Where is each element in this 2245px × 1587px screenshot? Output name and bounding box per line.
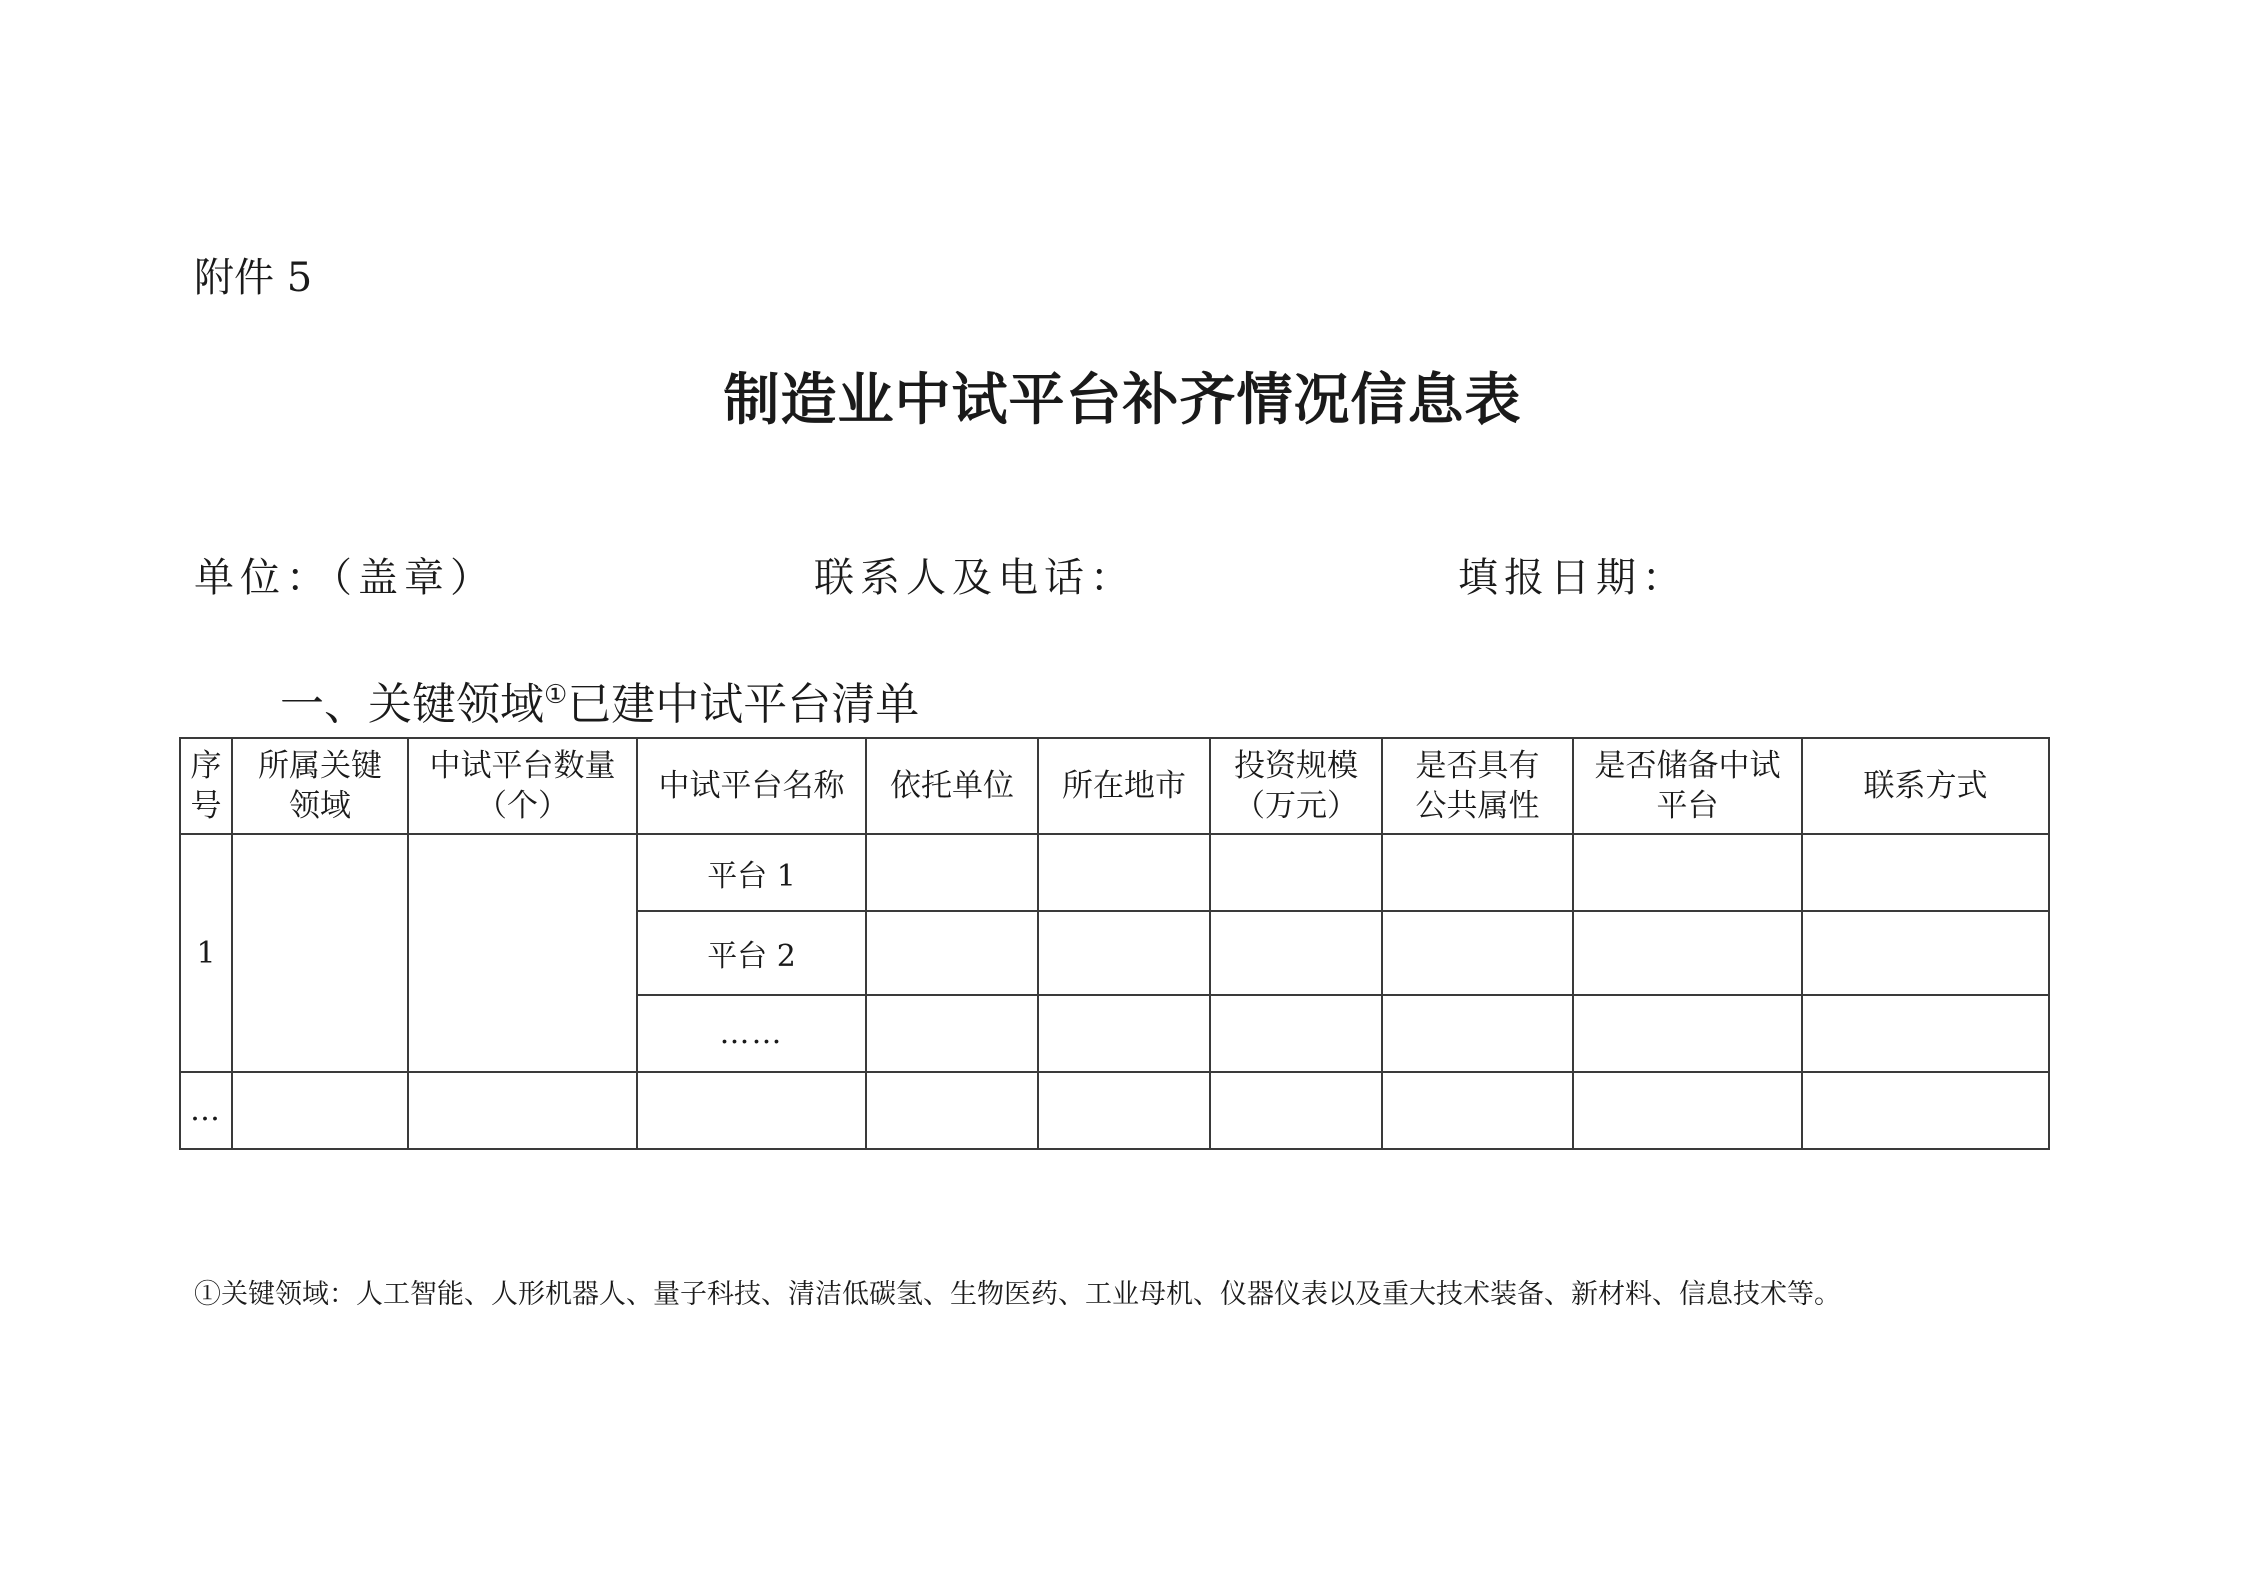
row-number-cell: 1 bbox=[180, 834, 232, 1072]
contact-cell[interactable] bbox=[1802, 911, 2049, 995]
platform-name-cell: …… bbox=[637, 995, 866, 1072]
platform-name-cell[interactable] bbox=[637, 1072, 866, 1149]
table-row bbox=[180, 1072, 2049, 1149]
continuation-cell: … bbox=[180, 1072, 232, 1149]
section-title-pre: 一、关键领域 bbox=[280, 679, 544, 730]
host-unit-cell[interactable] bbox=[866, 911, 1038, 995]
unit-field: 单位：（盖章） bbox=[194, 555, 496, 601]
table-row bbox=[180, 834, 2049, 911]
contact-field: 联系人及电话： bbox=[814, 555, 1136, 601]
header-contact: 联系方式 bbox=[1802, 738, 2049, 834]
city-cell[interactable] bbox=[1038, 1072, 1210, 1149]
header-seq: 序 号 bbox=[180, 738, 232, 834]
header-city: 所在地市 bbox=[1038, 738, 1210, 834]
header-investment: 投资规模 （万元） bbox=[1210, 738, 1382, 834]
reserve-cell[interactable] bbox=[1573, 834, 1802, 911]
host-unit-cell[interactable] bbox=[866, 995, 1038, 1072]
investment-cell[interactable] bbox=[1210, 995, 1382, 1072]
contact-cell[interactable] bbox=[1802, 834, 2049, 911]
city-cell[interactable] bbox=[1038, 911, 1210, 995]
reserve-cell[interactable] bbox=[1573, 911, 1802, 995]
header-platform-count: 中试平台数量 （个） bbox=[408, 738, 637, 834]
host-unit-cell[interactable] bbox=[866, 1072, 1038, 1149]
footnote-marker: ① bbox=[544, 680, 568, 710]
header-host-unit: 依托单位 bbox=[866, 738, 1038, 834]
platform-table bbox=[179, 737, 2050, 1150]
date-field: 填报日期： bbox=[1458, 555, 1688, 601]
header-platform-name: 中试平台名称 bbox=[637, 738, 866, 834]
section-title bbox=[280, 679, 920, 730]
key-field-cell[interactable] bbox=[232, 1072, 408, 1149]
city-cell[interactable] bbox=[1038, 834, 1210, 911]
attachment-label: 附件 5 bbox=[194, 255, 313, 301]
footnote: ①关键领域：人工智能、人形机器人、量子科技、清洁低碳氢、生物医药、工业母机、仪器仪表以及重大技术装备、新材料、信息技术等。 bbox=[194, 1279, 1841, 1310]
reserve-cell[interactable] bbox=[1573, 995, 1802, 1072]
header-public: 是否具有 公共属性 bbox=[1382, 738, 1573, 834]
platform-count-cell[interactable] bbox=[408, 1072, 637, 1149]
reserve-cell[interactable] bbox=[1573, 1072, 1802, 1149]
section-title-post: 已建中试平台清单 bbox=[567, 679, 920, 730]
contact-cell[interactable] bbox=[1802, 1072, 2049, 1149]
page-title: 制造业中试平台补齐情况信息表 bbox=[723, 367, 1522, 433]
city-cell[interactable] bbox=[1038, 995, 1210, 1072]
contact-cell[interactable] bbox=[1802, 995, 2049, 1072]
public-cell[interactable] bbox=[1382, 834, 1573, 911]
public-cell[interactable] bbox=[1382, 1072, 1573, 1149]
header-reserve: 是否储备中试 平台 bbox=[1573, 738, 1802, 834]
platform-name-cell: 平台 2 bbox=[637, 911, 866, 995]
host-unit-cell[interactable] bbox=[866, 834, 1038, 911]
investment-cell[interactable] bbox=[1210, 1072, 1382, 1149]
public-cell[interactable] bbox=[1382, 995, 1573, 1072]
platform-name-cell: 平台 1 bbox=[637, 834, 866, 911]
table-header-row bbox=[180, 738, 2049, 834]
public-cell[interactable] bbox=[1382, 911, 1573, 995]
header-key-field: 所属关键 领域 bbox=[232, 738, 408, 834]
key-field-cell[interactable] bbox=[232, 834, 408, 1072]
investment-cell[interactable] bbox=[1210, 834, 1382, 911]
investment-cell[interactable] bbox=[1210, 911, 1382, 995]
platform-count-cell[interactable] bbox=[408, 834, 637, 1072]
